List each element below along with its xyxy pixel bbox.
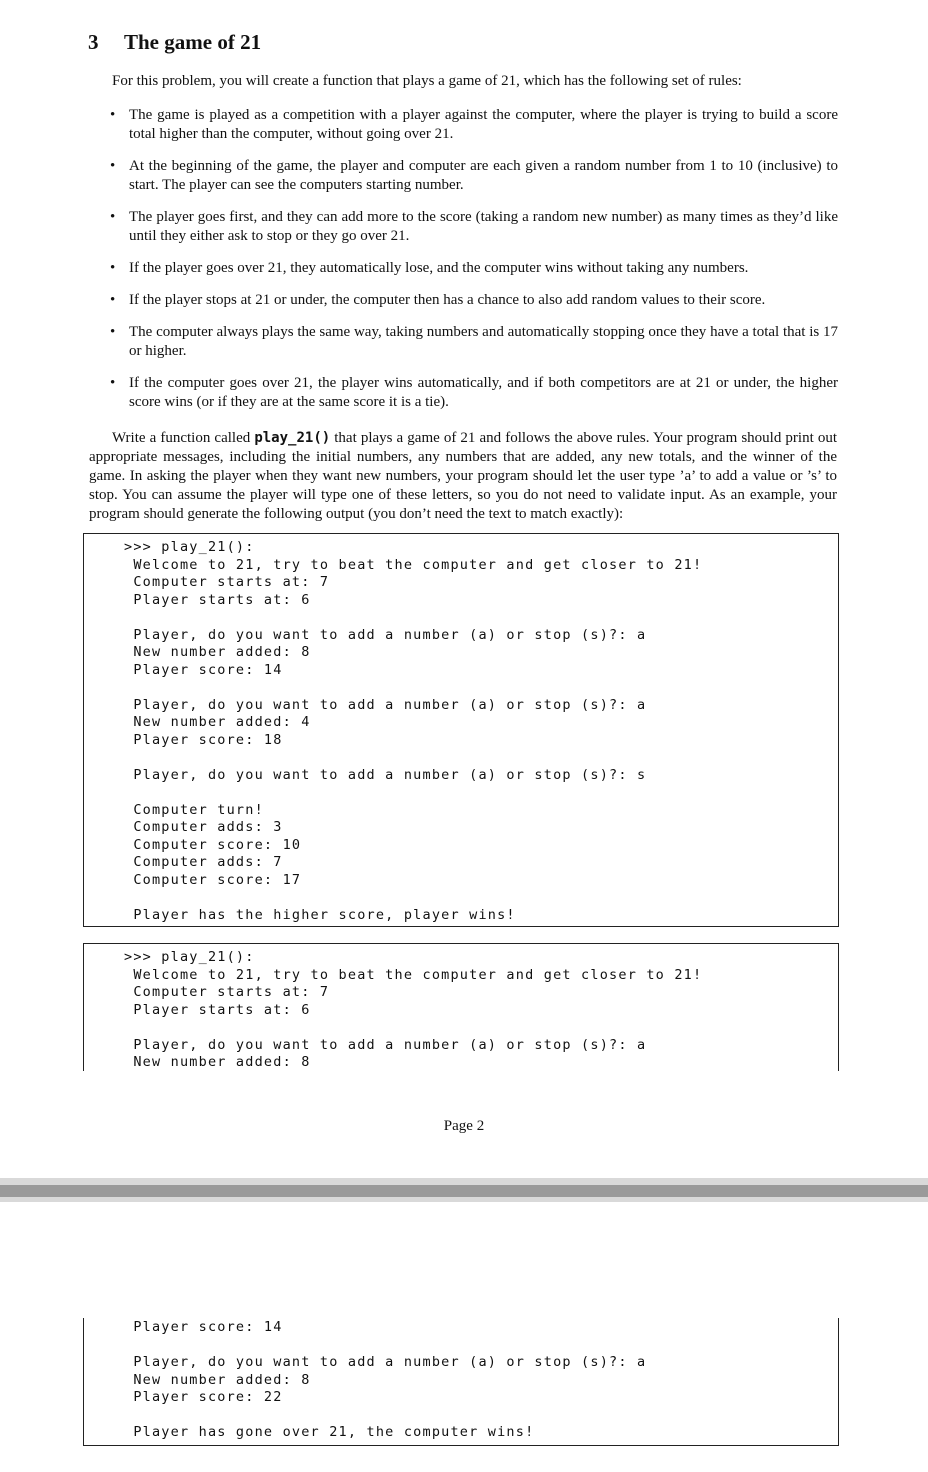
code-line: New number added: 8 bbox=[124, 1054, 311, 1070]
code-line: Player starts at: 6 bbox=[124, 1001, 311, 1018]
function-name: play_21() bbox=[254, 430, 331, 446]
code-line: Player score: 14 bbox=[124, 1319, 283, 1335]
code-line: Computer adds: 3 bbox=[124, 819, 283, 835]
code-line bbox=[124, 784, 838, 802]
code-line bbox=[124, 1019, 838, 1037]
code-line: Player, do you want to add a number (a) or stop (s)?: a bbox=[124, 1354, 647, 1370]
rule-item: • If the computer goes over 21, the player wins automatically, and if both competitors are at 21 or under, the higher score wins (or if they are at the same score it is a tie). bbox=[100, 374, 838, 412]
code-line: Player has the higher score, player wins! bbox=[124, 906, 516, 923]
code-line: Player, do you want to add a number (a) or stop (s)?: s bbox=[124, 766, 647, 783]
example-output-1 bbox=[83, 533, 839, 927]
code-line: Player score: 22 bbox=[124, 1389, 283, 1405]
code-line: New number added: 4 bbox=[124, 714, 311, 730]
code-line bbox=[124, 609, 838, 627]
code-line bbox=[124, 679, 838, 697]
code-line: Player, do you want to add a number (a) or stop (s)?: a bbox=[124, 696, 647, 713]
section-number: 3 bbox=[88, 30, 99, 54]
code-line bbox=[124, 1337, 838, 1355]
code-line bbox=[124, 749, 838, 767]
task-paragraph bbox=[89, 429, 837, 524]
example-output-2-part-2 bbox=[83, 1318, 839, 1446]
code-line: Player, do you want to add a number (a) or stop (s)?: a bbox=[124, 626, 647, 643]
section-heading bbox=[88, 30, 261, 55]
code-line: New number added: 8 bbox=[124, 644, 311, 660]
task-prefix: Write a function called bbox=[112, 430, 255, 446]
section-title: The game of 21 bbox=[124, 30, 262, 54]
page-separator-bar bbox=[0, 1185, 928, 1197]
code-line: Computer adds: 7 bbox=[124, 854, 283, 870]
page-number: Page 2 bbox=[443, 1118, 485, 1134]
code-line: Computer starts at: 7 bbox=[124, 984, 330, 1000]
code-line: Player starts at: 6 bbox=[124, 591, 311, 608]
code-line: New number added: 8 bbox=[124, 1371, 311, 1388]
rule-item: • If the player stops at 21 or under, the computer then has a chance to also add random values to their score. bbox=[100, 291, 838, 310]
task-suffix: that plays a game of 21 and follows the above rules. Your program should print out appropriate messages, including the initial numbers, any numbers that are added, any new totals, and the winner of the game. In asking the player when they want new numbers, your program should let the user type ’a’ to add a value or ’s’ to stop. You can assume the player will type one of these letters, so you do not need to validate input. As an example, your program should generate the following output (you don’t need the text to match exactly): bbox=[89, 430, 837, 522]
rules-list bbox=[100, 106, 838, 425]
example-output-2-part-1 bbox=[83, 943, 839, 1071]
code-line: Computer score: 17 bbox=[124, 871, 302, 888]
code-line: Computer score: 10 bbox=[124, 836, 302, 853]
code-line bbox=[124, 889, 838, 907]
code-line: Welcome to 21, try to beat the computer and get closer to 21! bbox=[124, 966, 703, 983]
code-line: Player score: 18 bbox=[124, 731, 283, 748]
rule-item: • At the beginning of the game, the player and computer are each given a random number from 1 to 10 (inclusive) to start. The player can see the computers starting number. bbox=[100, 157, 838, 195]
code-line: Computer turn! bbox=[124, 801, 264, 818]
code-line: Player has gone over 21, the computer wins! bbox=[124, 1424, 535, 1440]
code-line bbox=[124, 1407, 838, 1425]
code-line: Computer starts at: 7 bbox=[124, 574, 330, 590]
code-line: >>> play_21(): bbox=[124, 539, 255, 555]
rule-item: • The game is played as a competition with a player against the computer, where the player is trying to build a score total higher than the computer, without going over 21. bbox=[100, 106, 838, 144]
code-line: >>> play_21(): bbox=[124, 949, 255, 965]
page-separator bbox=[0, 1178, 928, 1202]
rule-item: • The computer always plays the same way, taking numbers and automatically stopping once they have a total that is 17 or higher. bbox=[100, 323, 838, 361]
rule-item: • If the player goes over 21, they automatically lose, and the computer wins without taking any numbers. bbox=[100, 259, 838, 278]
code-line: Welcome to 21, try to beat the computer and get closer to 21! bbox=[124, 556, 703, 573]
rule-item: • The player goes first, and they can add more to the score (taking a random new number) as many times as they’d like until they either ask to stop or they go over 21. bbox=[100, 208, 838, 246]
intro-paragraph: For this problem, you will create a function that plays a game of 21, which has the following set of rules: bbox=[112, 73, 742, 89]
code-line: Player, do you want to add a number (a) or stop (s)?: a bbox=[124, 1036, 647, 1053]
code-line: Player score: 14 bbox=[124, 661, 283, 678]
